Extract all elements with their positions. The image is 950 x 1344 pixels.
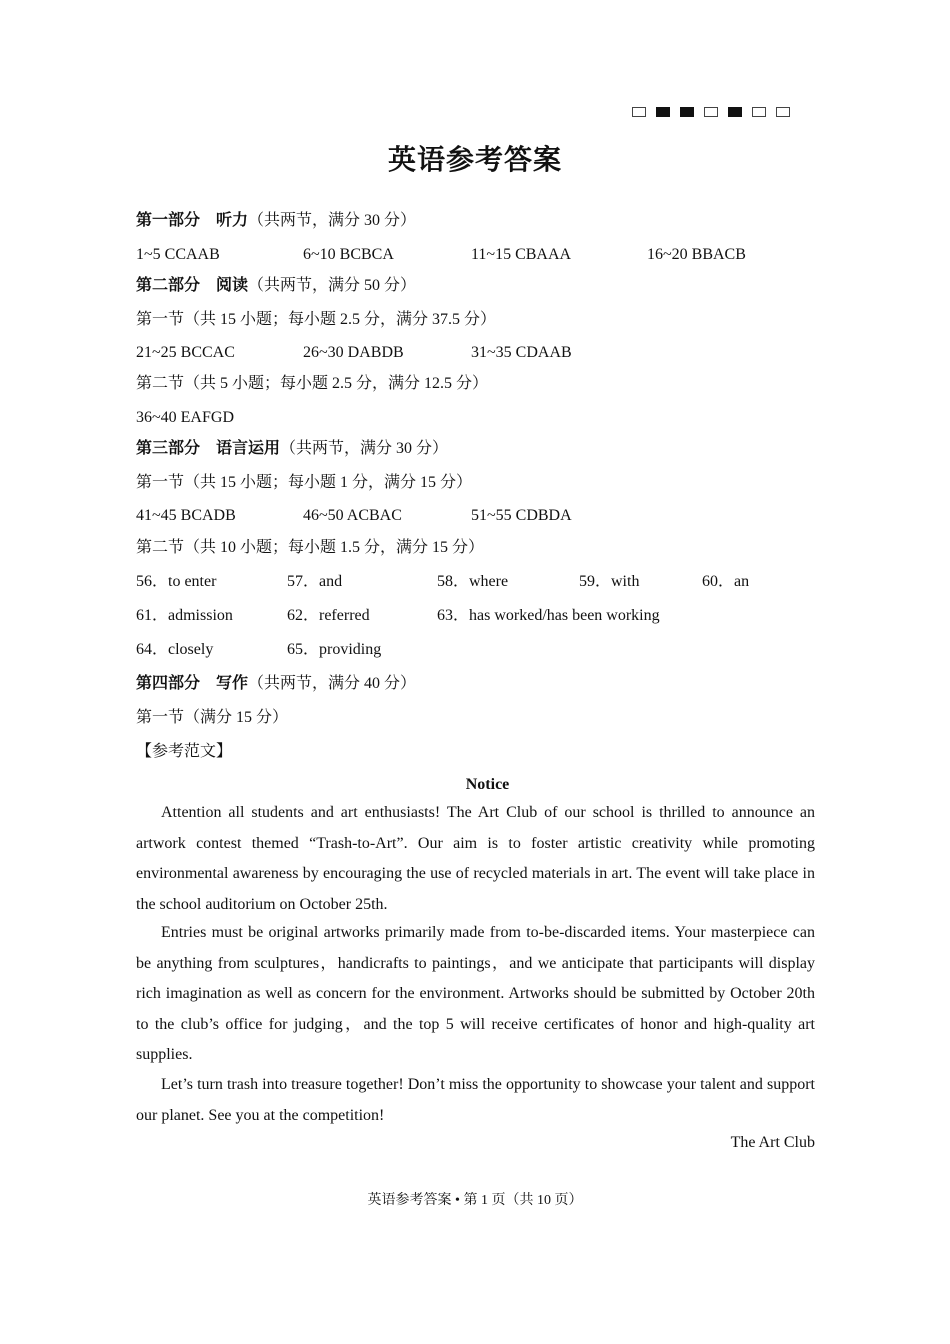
fill-answer: 62．referred [287,607,370,624]
model-essay-label: 【参考范文】 [136,743,233,760]
part3-section1: 第一节（共 15 小题；每小题 1 分，满分 15 分） [136,474,473,491]
mark-box-empty [704,107,718,117]
fill-answer: 63．has worked/has been working [437,607,660,624]
part3-section2: 第二节（共 10 小题；每小题 1.5 分，满分 15 分） [136,539,485,556]
answer-group: 46~50 ACBAC [303,507,402,524]
answer-group: 51~55 CDBDA [471,507,572,524]
essay-signature: The Art Club [730,1134,815,1151]
answer-group: 1~5 CCAAB [136,246,220,263]
fill-answer: 58．where [437,573,509,590]
mark-box-empty [632,107,646,117]
notice-title: Notice [465,776,510,793]
page-marks [632,107,790,117]
answer-group: 11~15 CBAAA [471,246,572,263]
fill-answer: 57．and [287,573,343,590]
part4-section1: 第一节（满分 15 分） [136,709,289,726]
answer-group: 21~25 BCCAC [136,344,235,361]
part3-heading: 第三部分 语言运用（共两节，满分 30 分） [136,440,449,457]
mark-box-empty [776,107,790,117]
answer-group: 41~45 BCADB [136,507,236,524]
part4-heading: 第四部分 写作（共两节，满分 40 分） [136,675,417,692]
answer-group: 36~40 EAFGD [136,409,234,426]
fill-answer: 56．to enter [136,573,217,590]
fill-answer: 65．providing [287,641,382,658]
mark-box-filled [680,107,694,117]
mark-box-filled [728,107,742,117]
essay-paragraph: Attention all students and art enthusiasts! The Art Club of our school is thrilled to announce an artwork contest themed “Trash-to-Art”. Our aim is to foster artistic creativity while promoting environmental awareness by encouraging the use of recycled materials in art. The event will take place in the school auditorium on October 25th. [136,804,815,913]
fill-answer: 60．an [702,573,750,590]
part2-heading: 第二部分 阅读（共两节，满分 50 分） [136,277,417,294]
part2-section1: 第一节（共 15 小题；每小题 2.5 分，满分 37.5 分） [136,311,497,328]
page-title: 英语参考答案 [387,145,562,176]
mark-box-filled [656,107,670,117]
essay-paragraph: Entries must be original artworks primarily made from to-be-discarded items. Your masterpiece can be anything from sculptures，handicrafts to paintings，and we anticipate that participants will display rich imagination as well as concern for the environment. Artworks should be submitted by October 20th to the club’s office for judging，and the top 5 will receive certificates of honor and high-quality art supplies. [136,924,815,1063]
page-footer: 英语参考答案 • 第 1 页（共 10 页） [367,1193,583,1208]
part2-section2: 第二节（共 5 小题；每小题 2.5 分，满分 12.5 分） [136,375,489,392]
fill-answer: 61．admission [136,607,233,624]
answer-group: 31~35 CDAAB [471,344,572,361]
answer-group: 26~30 DABDB [303,344,404,361]
mark-box-empty [752,107,766,117]
answer-group: 6~10 BCBCA [303,246,394,263]
essay-paragraph: Let’s turn trash into treasure together! Don’t miss the opportunity to showcase your talent and support our planet. See you at the competition! [136,1076,815,1124]
fill-answer: 64．closely [136,641,214,658]
part1-heading: 第一部分 听力（共两节，满分 30 分） [136,212,417,229]
answer-group: 16~20 BBACB [647,246,746,263]
fill-answer: 59．with [579,573,640,590]
